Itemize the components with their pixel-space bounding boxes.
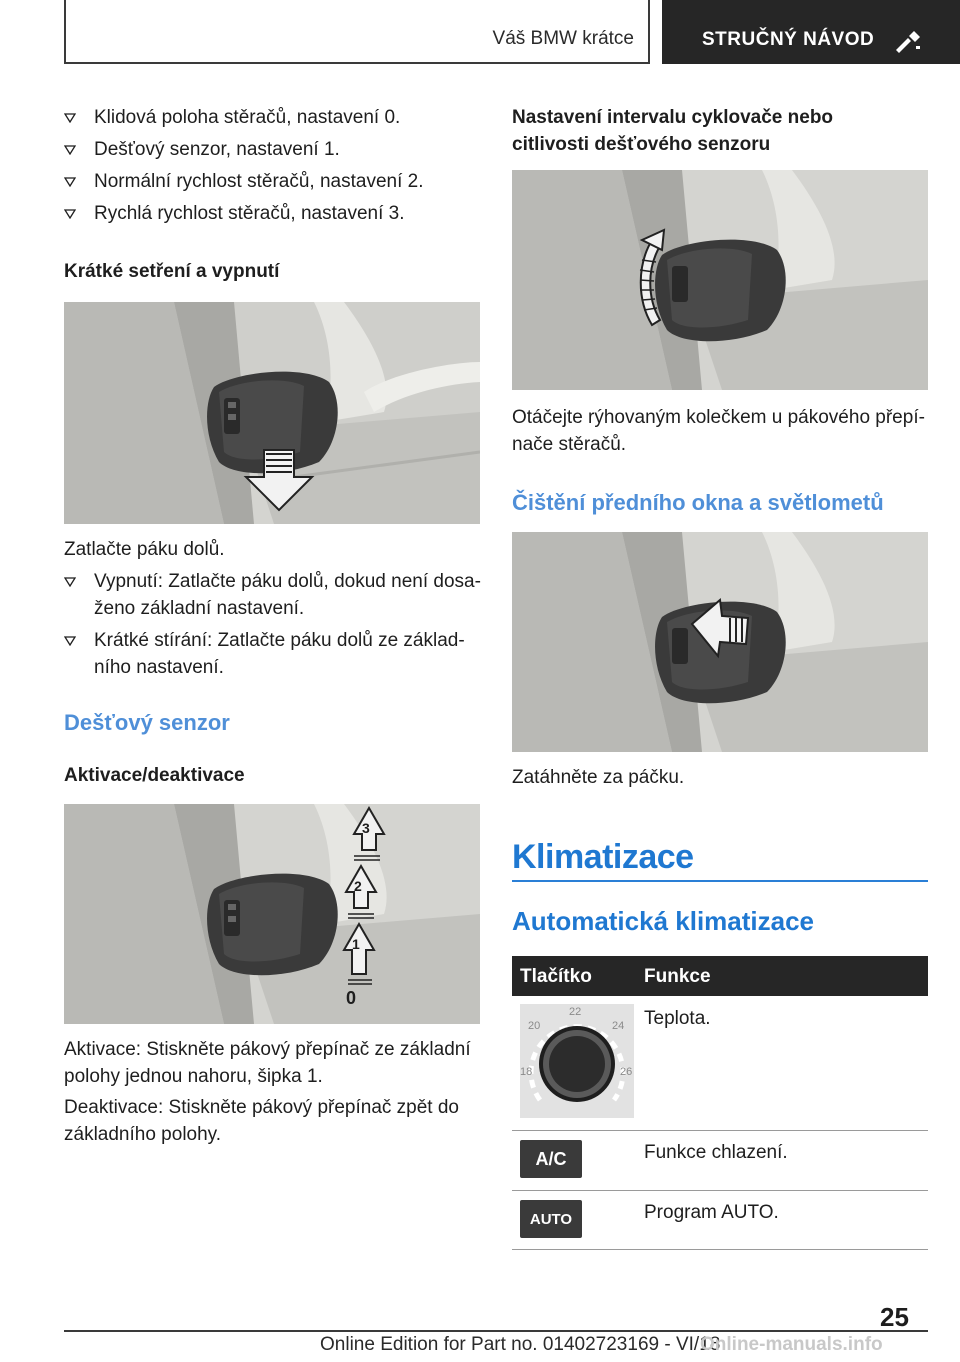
- list-item-text: Rychlá rychlost stěračů, nastavení 3.: [94, 203, 405, 224]
- text-line: Deaktivace: Stiskněte pákový přepínač zpět do: [64, 1097, 460, 1118]
- table-header-function: Funkce: [644, 966, 711, 987]
- auto-button-icon: AUTO: [520, 1200, 582, 1238]
- heading-activation: Aktivace/deaktivace: [64, 765, 245, 786]
- heading-interval: [512, 104, 833, 158]
- dial-label: 24: [612, 1020, 625, 1032]
- list-item-text: Dešťový senzor, nastavení 1.: [94, 139, 340, 160]
- table-cell-function: Teplota.: [644, 1008, 711, 1029]
- bullet-triangle-icon: [64, 145, 76, 155]
- ac-button-icon: A/C: [520, 1140, 582, 1178]
- text-line: nače stěračů.: [512, 434, 627, 455]
- list-item-text: Normální rychlost stěračů, nastavení 2.: [94, 171, 424, 192]
- arrow-label: 1: [352, 936, 360, 952]
- arrow-label: 0: [346, 988, 357, 1008]
- table-row-divider: [512, 1130, 928, 1131]
- deactivation-text: [64, 1094, 459, 1148]
- rain-sensor-title: Dešťový senzor: [64, 710, 230, 735]
- list-item-text: Klidová poloha stěračů, nastavení 0.: [94, 107, 401, 128]
- list-item: [64, 104, 400, 131]
- activation-text: [64, 1036, 471, 1090]
- text-line: polohy jednou nahoru, šipka 1.: [64, 1066, 323, 1087]
- caption-push-down: Zatlačte páku dolů.: [64, 539, 225, 560]
- list-item-text: ního nastavení.: [94, 657, 224, 678]
- dial-label: 20: [528, 1020, 541, 1032]
- text-line: Otáčejte rýhovaným kolečkem u pákového přepí-: [512, 407, 925, 428]
- text-line: základního polohy.: [64, 1124, 222, 1145]
- arrow-label: 2: [354, 878, 362, 894]
- heading-line: citlivosti dešťového senzoru: [512, 134, 771, 155]
- list-item-text: Vypnutí: Zatlačte páku dolů, dokud není dosa-: [94, 571, 481, 592]
- heading-line: Nastavení intervalu cyklovače nebo: [512, 107, 834, 128]
- heading-short-wipe: Krátké setření a vypnutí: [64, 261, 280, 282]
- bullet-triangle-icon: [64, 636, 76, 646]
- table-row-divider: [512, 1190, 928, 1191]
- bullet-triangle-icon: [64, 177, 76, 187]
- table-row-divider: [512, 1249, 928, 1250]
- table-header-button: Tlačítko: [520, 966, 592, 987]
- title-rule: [512, 880, 928, 882]
- list-item: [64, 568, 481, 622]
- cleaning-title: Čištění předního okna a světlometů: [512, 490, 884, 515]
- auto-climate-title: Automatická klimatizace: [512, 906, 815, 936]
- list-item-text: Krátké stírání: Zatlačte páku dolů ze základ-: [94, 630, 465, 651]
- list-item: [64, 200, 404, 227]
- bullet-triangle-icon: [64, 113, 76, 123]
- dial-label: 18: [520, 1066, 533, 1078]
- bullet-triangle-icon: [64, 577, 76, 587]
- wrench-icon: [892, 28, 924, 54]
- text-line: Aktivace: Stiskněte pákový přepínač ze základní: [64, 1039, 471, 1060]
- table-cell-function: Program AUTO.: [644, 1202, 779, 1223]
- temperature-knob-icon: [520, 1004, 634, 1118]
- header-section-label: Váš BMW krátce: [492, 28, 634, 49]
- dial-label: 26: [620, 1066, 633, 1078]
- wiper-lever-push-down-photo: [64, 302, 480, 524]
- wiper-lever-pull-photo: [512, 532, 928, 752]
- list-item: [64, 136, 340, 163]
- rain-sensor-activation-photo: [64, 804, 480, 1024]
- caption-wheel: [512, 404, 925, 458]
- header-chapter-label: STRUČNÝ NÁVOD: [702, 29, 875, 50]
- bullet-triangle-icon: [64, 209, 76, 219]
- arrow-label: 3: [362, 820, 370, 836]
- page-number: 25: [880, 1302, 909, 1332]
- table-cell-function: Funkce chlazení.: [644, 1142, 788, 1163]
- list-item: [64, 627, 465, 681]
- footer-watermark: Online-manuals.info: [700, 1334, 883, 1355]
- footer-edition: Online Edition for Part no. 01402723169 - VI/18: [320, 1334, 721, 1355]
- header-section-box: [64, 0, 650, 64]
- caption-pull: Zatáhněte za páčku.: [512, 767, 685, 788]
- wiper-wheel-photo: [512, 170, 928, 390]
- list-item: [64, 168, 423, 195]
- climate-title: Klimatizace: [512, 838, 694, 876]
- dial-label: 22: [569, 1006, 582, 1018]
- list-item-text: ženo základní nastavení.: [94, 598, 305, 619]
- footer-rule: [64, 1330, 928, 1332]
- table-header: [512, 956, 928, 996]
